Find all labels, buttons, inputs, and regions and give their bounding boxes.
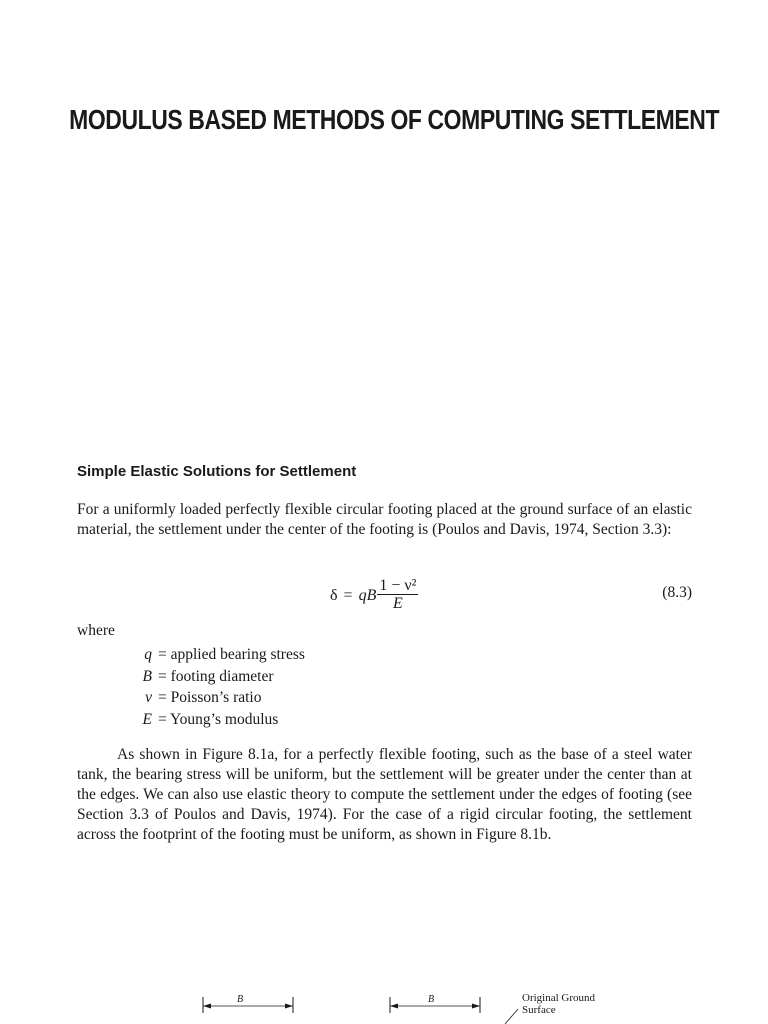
definition-symbol: B	[142, 667, 152, 685]
equation-equals: =	[343, 586, 353, 604]
symbol-definitions	[138, 644, 305, 730]
dimension-label-b-left: B	[237, 994, 244, 1005]
dimension-label-b-right: B	[428, 994, 435, 1005]
paragraph-intro: For a uniformly loaded perfectly flexible circular footing placed at the ground surface of an elastic material, the settlement under the center of the footing is (Poulos and Davis, 1974, Section 3.3):	[77, 501, 692, 538]
definition-symbol: q	[144, 646, 152, 663]
surface-label-line2: Surface	[522, 1004, 556, 1016]
definition-symbol: E	[142, 710, 152, 728]
figure-8-1-fragment	[0, 985, 768, 1024]
where-label: where	[77, 622, 115, 639]
definition-text: = Young’s modulus	[158, 710, 279, 728]
definition-row	[138, 709, 305, 731]
definition-symbol: ν	[145, 689, 152, 706]
surface-leader-line	[505, 1009, 518, 1024]
equation-numerator: 1 − ν²	[379, 577, 417, 594]
chapter-title: MODULUS BASED METHODS OF COMPUTING SETTLEMENT	[69, 104, 720, 135]
equation-fraction	[377, 578, 418, 613]
equation-lhs: δ	[330, 586, 338, 604]
definition-text: = Poisson’s ratio	[158, 689, 262, 706]
definition-row	[138, 666, 305, 688]
equation-factor: qB	[358, 586, 377, 604]
dimension-line-left	[203, 997, 293, 1013]
section-heading: Simple Elastic Solutions for Settlement	[77, 463, 357, 480]
dimension-line-right	[390, 997, 480, 1013]
equation-denominator: E	[393, 595, 403, 612]
paragraph-figure-discussion: As shown in Figure 8.1a, for a perfectly flexible footing, such as the base of a steel water tank, the bearing stress will be uniform, but the settlement will be greater under the center than at the edges. We can also use elastic theory to compute the settlement under the edges of footing (see Section 3.3 of Poulos and Davis, 1974). For the case of a rigid circular footing, the settlement across the footprint of the footing must be uniform, as shown in Figure 8.1b.	[77, 746, 692, 843]
equation-8-3	[330, 578, 418, 613]
surface-label-line1: Original Ground	[522, 992, 596, 1004]
definition-row	[138, 644, 305, 666]
equation-number: (8.3)	[662, 584, 692, 601]
definition-text: = applied bearing stress	[158, 646, 305, 663]
definition-text: = footing diameter	[158, 667, 274, 685]
original-ground-surface-label	[522, 992, 595, 1016]
definition-row	[138, 687, 305, 709]
